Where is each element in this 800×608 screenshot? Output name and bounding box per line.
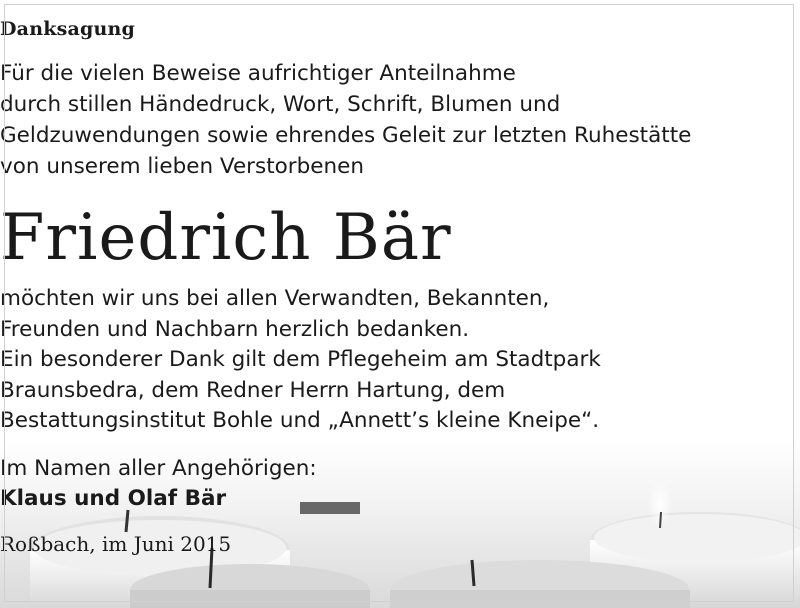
deceased-name: Friedrich Bär bbox=[0, 201, 452, 275]
closing-line: Im Namen aller Angehörigen: bbox=[0, 456, 317, 481]
intro-line: Geldzuwendungen sowie ehrendes Geleit zur letzten Ruhestätte bbox=[0, 123, 692, 148]
intro-line: Für die vielen Beweise aufrichtiger Anteilnahme bbox=[0, 61, 516, 86]
signers: Klaus und Olaf Bär bbox=[0, 486, 227, 511]
thanks-line: Freunden und Nachbarn herzlich bedanken. bbox=[0, 316, 470, 342]
thanks-text bbox=[0, 284, 800, 437]
thanks-line: Braunsbedra, dem Redner Herrn Hartung, dem bbox=[0, 377, 506, 403]
notice-heading: Danksagung bbox=[0, 18, 135, 40]
intro-line: durch stillen Händedruck, Wort, Schrift, Blumen und bbox=[0, 92, 561, 117]
intro-line: von unserem lieben Verstorbenen bbox=[0, 154, 364, 179]
place-date: Roßbach, im Juni 2015 bbox=[0, 532, 232, 556]
closing-block bbox=[0, 454, 800, 514]
thanks-line: Bestattungsinstitut Bohle und „Annett’s kleine Kneipe“. bbox=[0, 408, 600, 434]
thanks-line: Ein besonderer Dank gilt dem Pflegeheim am Stadtpark bbox=[0, 347, 601, 373]
intro-text bbox=[0, 58, 800, 182]
thanks-line: möchten wir uns bei allen Verwandten, Bekannten, bbox=[0, 286, 550, 311]
